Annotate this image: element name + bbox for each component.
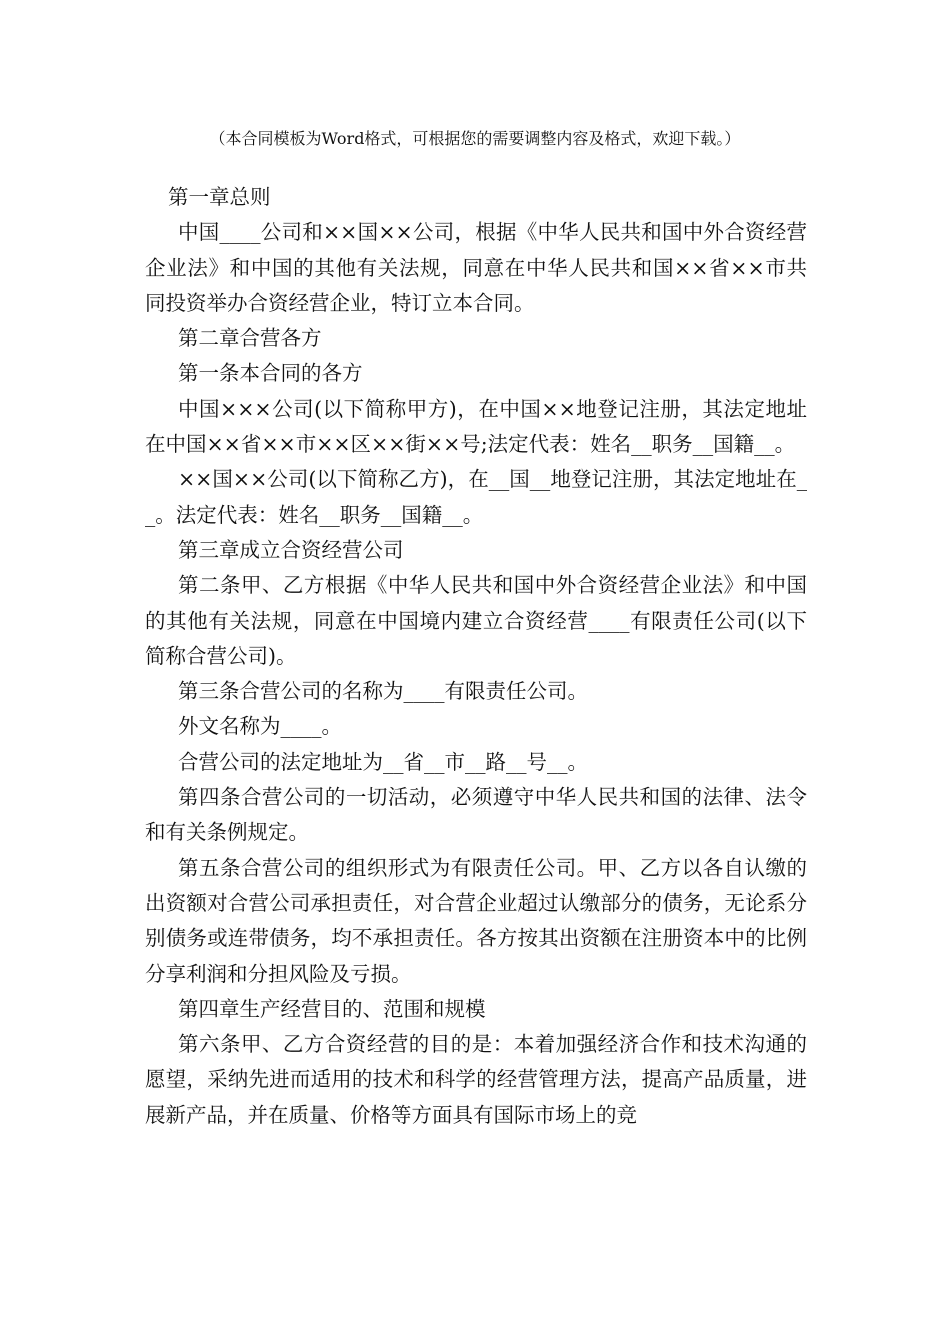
paragraph: 第六条甲、乙方合资经营的目的是：本着加强经济合作和技术沟通的愿望，采纳先进而适用的技术和科学的经营管理方法，提高产品质量，进展新产品，并在质量、价格等方面具有国际市场上的竞 bbox=[145, 1032, 807, 1127]
chapter-heading: 第四章生产经营目的、范围和规模 bbox=[178, 996, 486, 1021]
chapter-heading: 第二章合营各方 bbox=[178, 326, 322, 351]
chapter-heading: 第一章总则 bbox=[168, 185, 271, 209]
paragraph: 中国____公司和××国××公司，根据《中华人民共和国中外合资经营企业法》和中国的其他有关法规，同意在中华人民共和国××省××市共同投资举办合资经营企业，特订立本合同。 bbox=[145, 220, 807, 315]
chapter-heading: 第三章成立合资经营公司 bbox=[178, 537, 404, 562]
paragraph: 第四条合营公司的一切活动，必须遵守中华人民共和国的法律、法令和有关条例规定。 bbox=[145, 785, 807, 845]
article-heading: 第一条本合同的各方 bbox=[178, 361, 363, 386]
paragraph: 合营公司的法定地址为__省__市__路__号__。 bbox=[178, 749, 588, 774]
contract-body bbox=[145, 180, 807, 1133]
paragraph: ××国××公司(以下简称乙方)，在__国__地登记注册，其法定地址在__。法定代表：姓名__职务__国籍__。 bbox=[145, 467, 807, 527]
paragraph: 第二条甲、乙方根据《中华人民共和国中外合资经营企业法》和中国的其他有关法规，同意在中国境内建立合资经营____有限责任公司(以下简称合营公司)。 bbox=[145, 573, 807, 668]
paragraph: 外文名称为____。 bbox=[178, 714, 342, 739]
paragraph: 中国×××公司(以下简称甲方)，在中国××地登记注册，其法定地址在中国××省××市××区××街××号;法定代表：姓名__职务__国籍__。 bbox=[145, 396, 807, 457]
paragraph: 第五条合营公司的组织形式为有限责任公司。甲、乙方以各自认缴的出资额对合营公司承担责任，对合营企业超过认缴部分的债务，无论系分别债务或连带债务，均不承担责任。各方按其出资额在注册资本中的比例分享利润和分担风险及亏损。 bbox=[145, 855, 807, 986]
paragraph: 第三条合营公司的名称为____有限责任公司。 bbox=[178, 679, 588, 704]
template-note: （本合同模板为Word格式，可根据您的需要调整内容及格式，欢迎下载。） bbox=[209, 129, 741, 148]
